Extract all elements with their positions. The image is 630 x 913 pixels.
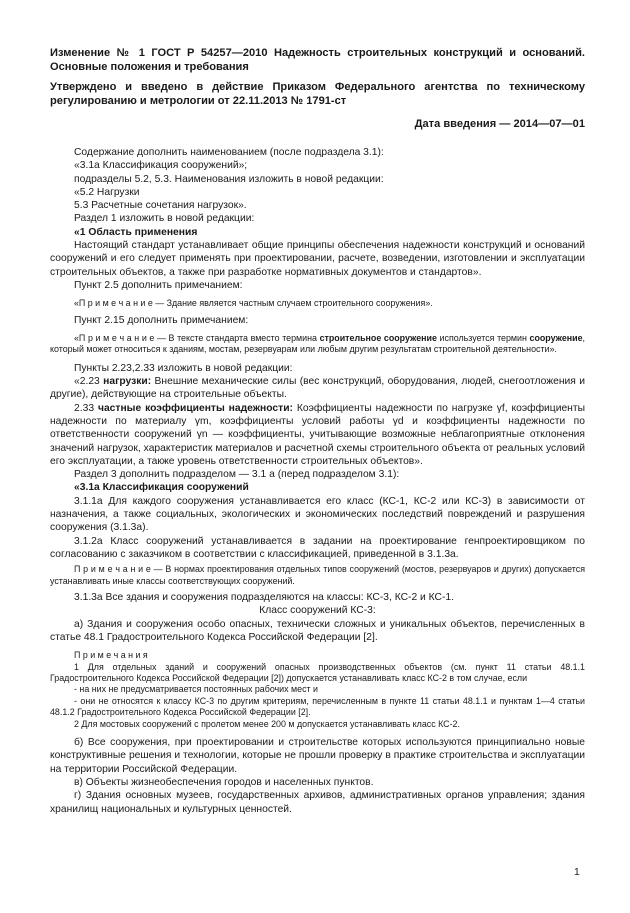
note-label: «П р и м е ч а н и е (74, 332, 155, 343)
document-content (50, 46, 585, 816)
paragraph: Содержание дополнить наименованием (после подраздела 3.1): (74, 147, 384, 158)
paragraph: 5.3 Расчетные сочетания нагрузок». (74, 200, 247, 212)
paragraph: г) Здания основных музеев, государственных архивов, административных органов управления; здания хранилищ национальных и культурных ценностей. (50, 790, 585, 815)
term-bold: нагрузки: (103, 376, 152, 388)
notes-heading: П р и м е ч а н и я (74, 650, 148, 661)
paragraph: 3.1.1а Для каждого сооружения устанавливается его класс (КС-1, КС-2 или КС-3) в зависимости от назначения, а также социальных, экологических и экономических последствий повреждений и разрушения сооружения (3.1.3а). (50, 495, 585, 534)
note (50, 564, 585, 587)
term-bold: строительное сооружение (319, 332, 437, 343)
amendment-title: Изменение № 1 ГОСТ Р 54257—2010 Надежность строительных конструкций и оснований. Основные положения и требования (50, 47, 585, 73)
paragraph: подразделы 5.2, 5.3. Наименования изложить в новой редакции: (74, 173, 384, 185)
note (50, 298, 585, 309)
paragraph: «2.23 нагрузки: Внешние механические силы (вес конструкций, оборудования, людей, снегоотложения и другие), действующие на строительные объекты. (50, 376, 585, 401)
paragraph: а) Здания и сооружения особо опасных, технически сложных и уникальных объектов, перечисленных в статье 48.1 Градостроительного Кодекса Российской Федерации [2]. (50, 618, 585, 643)
term-bold: сооружение (529, 332, 583, 343)
note-text: — Здание является частным случаем строительного сооружения». (152, 298, 433, 309)
note-item: - они не относятся к классу КС-3 по другим критериям, перечисленным в пункте 11 статьи 48.1.1 и пунктам 1—4 статьи 48.1.2 Градостроительного Кодекса Российской Федерации [2]. (50, 695, 585, 718)
note-label: П р и м е ч а н и е (74, 564, 151, 575)
paragraph: Пункты 2.23,2.33 изложить в новой редакции: (74, 362, 293, 374)
note-item: 1 Для отдельных зданий и сооружений опасных производственных объектов (см. пункт 11 статьи 48.1.1 Градостроительного Кодекса Российской Федерации [2]) допускается устанавливать класс КС-2 в том случае, если (50, 661, 585, 684)
paragraph: 3.1.3а Все здания и сооружения подразделяются на классы: КС-3, КС-2 и КС-1. (74, 592, 454, 604)
note-text: — В нормах проектирования отдельных типов сооружений (мостов, резервуаров и других) допускается устанавливать иные классы соответствующих сооружений. (50, 564, 585, 586)
class-heading: Класс сооружений КС-3: (259, 605, 376, 617)
paragraph: 2.33 частные коэффициенты надежности: Коэффициенты надежности по нагрузке γf, коэффициенты надежности по материалу γm, коэффициенты условий работы γd и коэффициенты надежности по ответственности сооружений γn — коэффициенты, учитывающие возможные неблагоприятные отклонения значений нагрузок, характеристик материалов и расчетной схемы строительного объекта от реальных условий его эксплуатации, а также уровень ответственности строительных объектов». (50, 402, 585, 467)
term-bold: частные коэффициенты надежности: (97, 402, 293, 414)
note-item: - на них не предусматривается постоянных рабочих мест и (74, 684, 319, 695)
note-label: «П р и м е ч а н и е (74, 298, 153, 309)
paragraph: в) Объекты жизнеобеспечения городов и населенных пунктов. (74, 776, 374, 788)
note-item: 2 Для мостовых сооружений с пролетом менее 200 м допускается устанавливать класс КС-2. (74, 718, 460, 729)
paragraph: Пункт 2.5 дополнить примечанием: (74, 279, 243, 291)
section-heading: «3.1а Классификация сооружений (74, 482, 249, 494)
note: «П р и м е ч а н и е — В тексте стандарта вместо термина строительное сооружение используется термин сооружение, который может относиться к зданиям, мостам, резервуарам или любым другим результатам строительной деятельности». (50, 332, 585, 355)
paragraph: «3.1а Классификация сооружений»; (74, 160, 248, 172)
paragraph: «5.2 Нагрузки (74, 186, 140, 198)
effective-date: Дата введения — 2014—07—01 (414, 118, 585, 130)
paragraph: Раздел 3 дополнить подразделом — 3.1 а (перед подразделом 3.1): (74, 469, 400, 481)
paragraph: Настоящий стандарт устанавливает общие принципы обеспечения надежности конструкций и оснований сооружений и его следует применять при проектировании, расчете, возведении, изготовлении и эксплуатации строительных объектов, а также при разработке нормативных документов и стандартов». (50, 240, 585, 278)
paragraph: б) Все сооружения, при проектировании и строительстве которых используются принципиально новые конструктивные решения и технологии, которые не прошли проверку в практике строительства и эксплуатации на территории Российской Федерации. (50, 737, 585, 775)
paragraph: Раздел 1 изложить в новой редакции: (74, 213, 255, 225)
page-number: 1 (574, 867, 580, 878)
approval-statement: Утверждено и введено в действие Приказом Федерального агентства по техническому регулированию и метрологии от 22.11.2013 № 1791-ст (50, 81, 585, 107)
section-heading: «1 Область применения (74, 226, 198, 238)
paragraph: 3.1.2а Класс сооружений устанавливается в задании на проектирование генпроектировщиком по согласованию с заказчиком в соответствии с классификацией, приведенной в 3.1.3а. (50, 535, 585, 560)
paragraph: Пункт 2.15 дополнить примечанием: (74, 314, 249, 326)
